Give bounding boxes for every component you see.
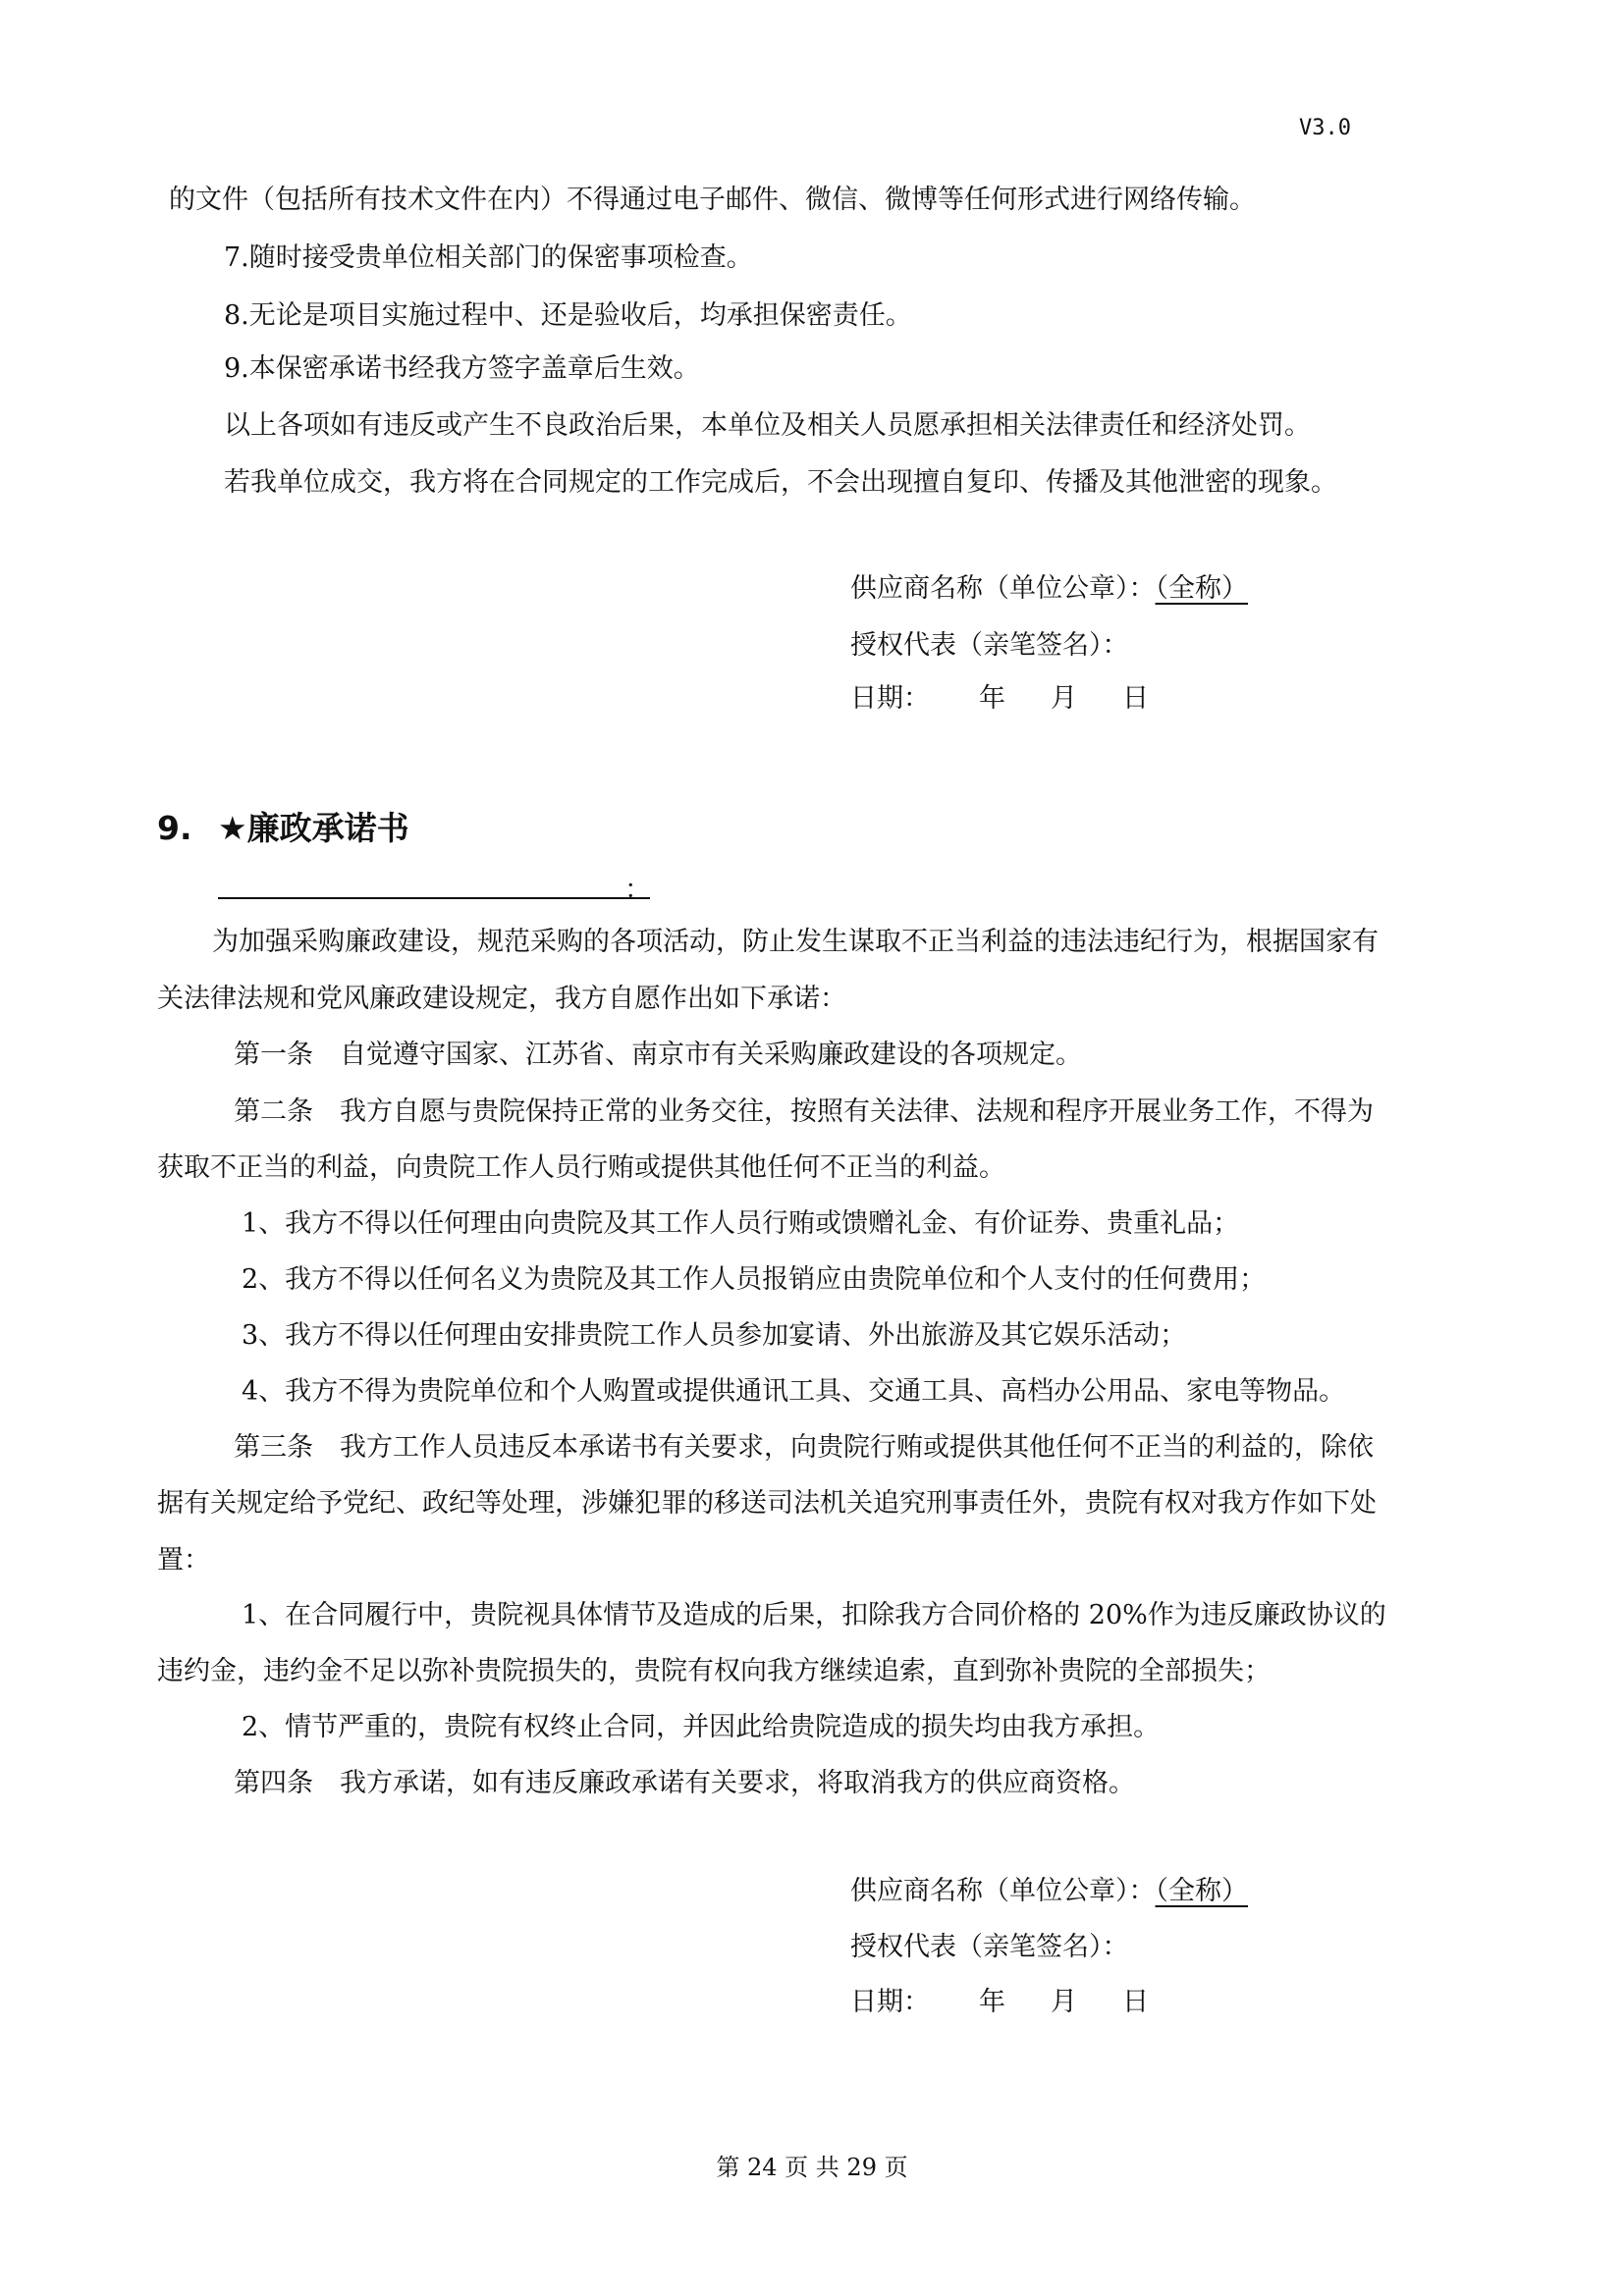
addressee-blank: [218, 876, 650, 899]
page-number: 第 24 页 共 29 页: [716, 2154, 908, 2181]
version-label: V3.0: [1299, 116, 1351, 140]
section-number: 9.: [157, 809, 192, 847]
section-title: ★廉政承诺书: [218, 809, 409, 847]
article-line: 第二条 我方自愿与贵院保持正常的业务交往，按照有关法律、法规和程序开展业务工作，不得为: [234, 1096, 1374, 1127]
list-item: 4、我方不得为贵院单位和个人购置或提供通讯工具、交通工具、高档办公用品、家电等物品。: [242, 1376, 1346, 1407]
authorized-rep-label: 授权代表（亲笔签名）：: [850, 1932, 1129, 1962]
addressee-colon: ：: [624, 875, 651, 905]
supplier-name-label: 供应商名称（单位公章）：: [850, 573, 1156, 604]
paragraph-line: 的文件（包括所有技术文件在内）不得通过电子邮件、微信、微博等任何形式进行网络传输。: [169, 185, 1256, 215]
paragraph-line: 置：: [157, 1545, 210, 1575]
supplier-name-label: 供应商名称（单位公章）：: [850, 1876, 1156, 1906]
date-line: [850, 679, 1149, 719]
section-heading: [157, 803, 409, 849]
date-line: [850, 1983, 1149, 2022]
year-label: 年: [979, 683, 1005, 714]
list-item: 3、我方不得以任何理由安排贵院工作人员参加宴请、外出旅游及其它娱乐活动；: [242, 1320, 1187, 1351]
list-item: 2、情节严重的，贵院有权终止合同，并因此给贵院造成的损失均由我方承担。: [242, 1712, 1161, 1742]
paragraph-line: 以上各项如有违反或产生不良政治后果，本单位及相关人员愿承担相关法律责任和经济处罚。: [224, 410, 1311, 441]
supplier-name-line: [850, 1872, 1248, 1911]
year-label: 年: [979, 1987, 1005, 2017]
paragraph-line: 9.本保密承诺书经我方签字盖章后生效。: [224, 353, 700, 384]
paragraph-line: 为加强采购廉政建设，规范采购的各项活动，防止发生谋取不正当利益的违法违纪行为，根据国家有: [212, 927, 1379, 957]
article-line: 第三条 我方工作人员违反本承诺书有关要求，向贵院行贿或提供其他任何不正当的利益的，除依: [234, 1432, 1374, 1463]
day-label: 日: [1122, 1987, 1149, 2017]
paragraph-line: 获取不正当的利益，向贵院工作人员行贿或提供其他任何不正当的利益。: [157, 1152, 1005, 1183]
date-label: 日期：: [850, 683, 930, 714]
date-label: 日期：: [850, 1987, 930, 2017]
list-item: 2、我方不得以任何名义为贵院及其工作人员报销应由贵院单位和个人支付的任何费用；: [242, 1264, 1267, 1295]
paragraph-line: 关法律法规和党风廉政建设规定，我方自愿作出如下承诺：: [157, 984, 846, 1014]
article-line: 第一条 自觉遵守国家、江苏省、南京市有关采购廉政建设的各项规定。: [234, 1040, 1082, 1070]
supplier-name-value: （全称）: [1155, 573, 1248, 604]
list-item: 1、在合同履行中，贵院视具体情节及造成的后果，扣除我方合同价格的 20%作为违反廉政协议的: [242, 1600, 1386, 1630]
supplier-name-line: [850, 569, 1248, 609]
paragraph-line: 8.无论是项目实施过程中、还是验收后，均承担保密责任。: [224, 300, 912, 331]
paragraph-line: 若我单位成交，我方将在合同规定的工作完成后，不会出现擅自复印、传播及其他泄密的现象。: [224, 467, 1337, 498]
list-item: 1、我方不得以任何理由向贵院及其工作人员行贿或馈赠礼金、有价证券、贵重礼品；: [242, 1208, 1240, 1239]
paragraph-line: 据有关规定给予党纪、政纪等处理，涉嫌犯罪的移送司法机关追究刑事责任外，贵院有权对我方作如下处: [157, 1488, 1377, 1519]
day-label: 日: [1122, 683, 1149, 714]
paragraph-line: 7.随时接受贵单位相关部门的保密事项检查。: [224, 242, 753, 273]
month-label: 月: [1051, 683, 1077, 714]
paragraph-line: 违约金，违约金不足以弥补贵院损失的，贵院有权向我方继续追索，直到弥补贵院的全部损失；: [157, 1656, 1271, 1686]
authorized-rep-label: 授权代表（亲笔签名）：: [850, 630, 1129, 661]
supplier-name-value: （全称）: [1155, 1876, 1248, 1906]
article-line: 第四条 我方承诺，如有违反廉政承诺有关要求，将取消我方的供应商资格。: [234, 1768, 1135, 1798]
month-label: 月: [1051, 1987, 1077, 2017]
